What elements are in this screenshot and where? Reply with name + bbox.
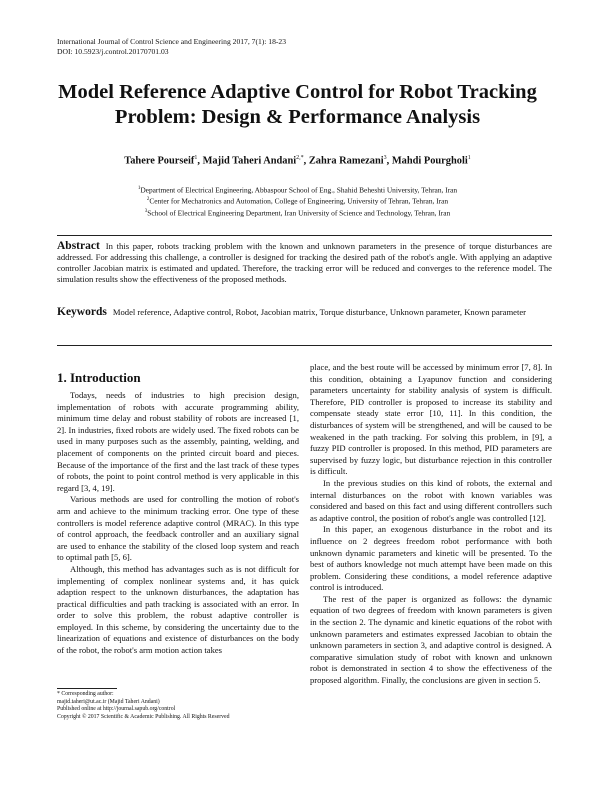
paragraph: place, and the best route will be accessed by minimum error [7, 8]. In this condition, obtaining a Lyapunov function and considering parameters uncertainty for stability analysis of system is difficult. Therefore, PID controller is proposed to increase its stability and compensate steady state error [10, 11]. In this condition, the disturbances of system will be strengthened, and will be caused to be weakened in the path tracking. For solving this problem, in [9], a fuzzy PID controller is proposed. In this method, PID parameters are supervised by fuzzy logic, but disturbance rejection in this controller is difficult.: [310, 362, 552, 477]
paragraph: Various methods are used for controlling the motion of robot's arm and achieve to the minimum tracking error. One type of these controllers is model reference adaptive control (MRAC). In this type of control approach, the feedback controller and an auxiliary signal are used to enhance the stability of the closed loop system and reach to optimal path [5, 6].: [57, 494, 299, 563]
affiliation: [40, 195, 555, 206]
paragraph: In the previous studies on this kind of robots, the external and internal disturbances on the robot with known variables was considered and based on this fact and using different controllers such as adaptive control, the position of robot's angle was controlled [12].: [310, 477, 552, 523]
footnote-line: majid.taheri@ut.ac.ir (Majid Taheri Andani): [57, 698, 160, 705]
affiliation-list: [40, 184, 555, 218]
keywords: [57, 307, 552, 318]
journal-header: [57, 37, 286, 56]
abstract-text: In this paper, robots tracking problem with the known and unknown parameters in the presence of torque disturbances are addressed. For addressing this challenge, a controller is designed for tracking the desired path of the robot's angle. With applying an adaptive controller Jacobian matrix is estimated and updated. Therefore, the tracking error will be reduced and converges to the reference model. The simulation results show the effectiveness of the proposed methods.: [57, 241, 552, 284]
author-name: Zahra Ramezani: [308, 155, 384, 167]
right-column: [310, 362, 552, 687]
keywords-label: Keywords: [57, 306, 107, 318]
left-column: [57, 390, 299, 657]
paragraph: The rest of the paper is organized as follows: the dynamic equation of two degrees of freedom with known parameters is given in the section 2. The dynamic and kinetic equations of the robot with unknown parameters and estimates expressed Jacobian to obtain the unknown parameters in section 3, and adaptive control is designed. A comparative simulation study of robot with known and unknown robot is demonstrated in section 4 to show the effectiveness of the proposed algorithm. Finally, the conclusions are given in section 5.: [310, 593, 552, 686]
journal-citation: International Journal of Control Science and Engineering 2017, 7(1): 18-23: [57, 37, 287, 46]
paper-title: [40, 80, 555, 130]
author-affil-mark: 3: [383, 155, 387, 161]
author-name: Mahdi Pourgholi: [391, 155, 468, 167]
footnote-line: * Corresponding author:: [57, 691, 114, 697]
paragraph: Todays, needs of industries to high precision design, implementation of robots with accurate programming ability, minimum time delay and robust stability of robots are increased [1, 2]. In industries, fixed robots are widely used. The fixed robots can be used in many purposes such as the assembly, painting, welding, and placement of components on the printed circuit board and pieces. Because of the importance of the first and the last track of these types of robots, the point to point control method is very applicable in this regard [3, 4, 19].: [57, 390, 299, 493]
paper-title-line-2: Problem: Design & Performance Analysis: [114, 106, 481, 128]
affiliation-text: Department of Electrical Engineering, Abbaspour School of Eng., Shahid Beheshti University, Tehran, Iran: [140, 185, 458, 195]
footnote-rule: [57, 688, 117, 689]
paper-title-line-1: Model Reference Adaptive Control for Robot Tracking: [58, 81, 537, 103]
paragraph: In this paper, an exogenous disturbance in the robot and its influence on 2 degrees freedom robot performance with both unknown dynamic parameters and kinetic will be presented. To the best of authors knowledge not much attempt have been made on this problem. Considering these conditions, a model reference adaptive control is introduced.: [310, 524, 552, 593]
author-list: Tahere Pourseif$^1$, Majid Taheri Andani$^{2,*}$, Zahra Ramezani$^3$, Mahdi Pourgholi$^1$: [124, 155, 471, 167]
affiliation: [40, 207, 555, 218]
keywords-text: Model reference, Adaptive control, Robot, Jacobian matrix, Torque disturbance, Unknown parameter, Known parameter: [112, 307, 527, 317]
author-name: Majid Taheri Andani: [202, 155, 297, 167]
paragraph: Although, this method has advantages such as is not difficult for implementing of complex nonlinear systems and, it has quick adaption respect to the unknown disturbances, the adaptation has practical difficulties and path tracking is associated with an error. In order to solve this problem, the robust adaptive controller is employed. In this scheme, by considering the uncertainty due to the linearization of equations and existence of disturbances on the body of the robot, the robot's arm motion action takes: [57, 563, 299, 656]
author-affil-mark: 2,*: [296, 155, 304, 161]
abstract: [57, 241, 552, 285]
footnote-line: Published online at http://journal.sapub.org/control: [57, 706, 176, 713]
affiliation-mark: 3: [144, 208, 148, 214]
affiliation-mark: 1: [137, 186, 141, 191]
affiliation: [40, 184, 555, 195]
journal-doi: DOI: 10.5923/j.control.20170701.03: [57, 46, 169, 56]
affiliation-text: Center for Mechatronics and Automation, College of Engineering, University of Tehran, Tehran, Iran: [149, 196, 449, 206]
author-name: Tahere Pourseif: [124, 155, 195, 167]
abstract-label: Abstract: [57, 240, 100, 252]
author-affil-mark: 1: [467, 155, 471, 161]
footnotes: [57, 691, 307, 721]
keywords-bottom-rule: [57, 345, 552, 346]
section-heading: 1. Introduction: [57, 370, 141, 385]
author-affil-mark: 1: [194, 155, 198, 161]
affiliation-text: School of Electrical Engineering Department, Iran University of Science and Technology, Tehran, Iran: [147, 208, 451, 217]
affiliation-mark: 2: [146, 197, 150, 203]
abstract-top-rule: [57, 235, 552, 236]
footnote-line: Copyright © 2017 Scientific & Academic Publishing. All Rights Reserved: [57, 713, 230, 720]
